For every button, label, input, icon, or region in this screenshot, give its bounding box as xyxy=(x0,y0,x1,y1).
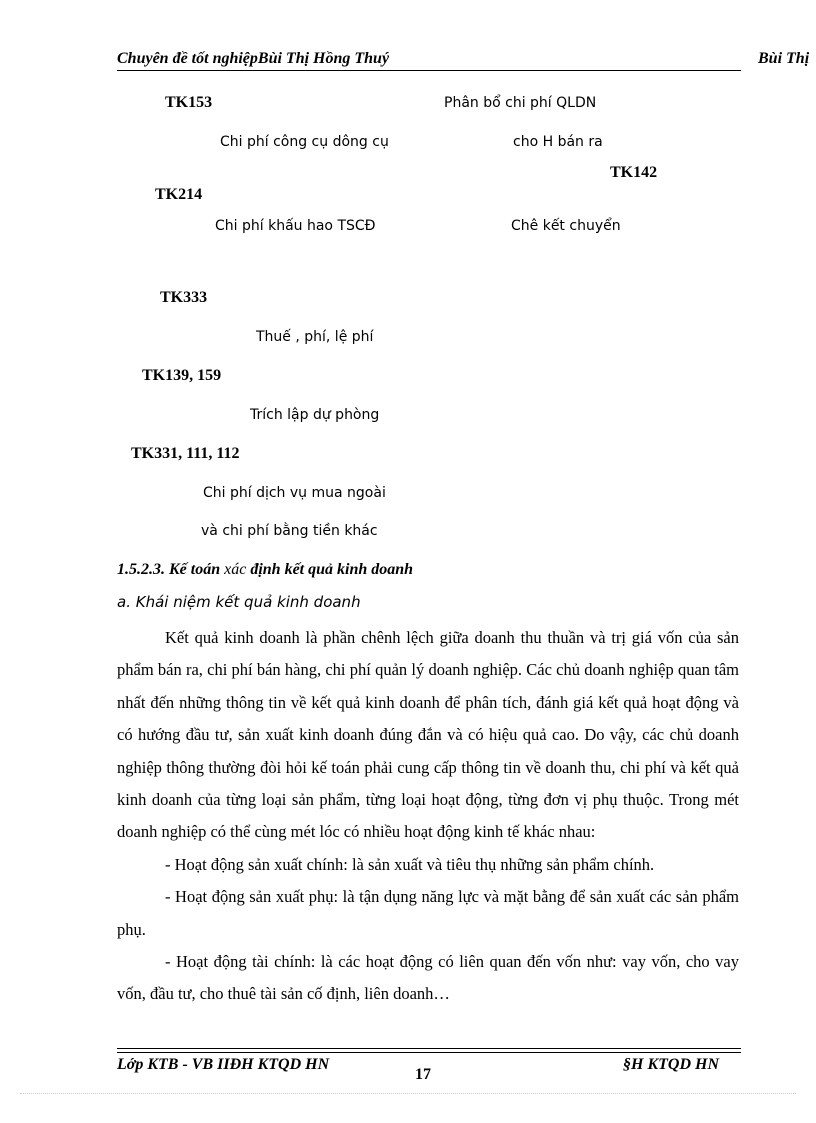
section-heading xyxy=(117,561,413,579)
header-right-title: Bùi Thị xyxy=(758,50,810,67)
account-tk331-111-112: TK331, 111, 112 xyxy=(131,445,240,462)
section-heading-number: 1.5.2.3. Kế toán xyxy=(117,561,221,578)
desc-other-cash-costs: và chi phí bằng tiền khác xyxy=(201,523,378,539)
page-bottom-divider xyxy=(20,1093,796,1094)
right-label-allocation: Phân bổ chi phí QLDN xyxy=(444,95,597,111)
desc-taxes-fees: Thuế , phí, lệ phí xyxy=(256,329,374,345)
account-tk139-159: TK139, 159 xyxy=(142,367,222,384)
footer-school-label: §H KTQD HN xyxy=(623,1056,719,1073)
header-left-title: Chuyên đề tốt nghiệpBùi Thị Hồng Thuý xyxy=(117,50,390,67)
page-number: 17 xyxy=(415,1066,431,1083)
sub-heading: a. Khái niệm kết quả kinh doanh xyxy=(117,593,361,611)
paragraph-definition: Kết quả kinh doanh là phần chênh lệch giữa doanh thu thuần và trị giá vốn của sản phẩm bán ra, chi phí bán hàng, chi phí quản lý doanh nghiệp. Các chủ doanh nghiệp quan tâm nhất đến những thông tin về kết quả kinh doanh để phân tích, đánh giá kết quả hoạt động và có hướng đầu tư, sản xuất kinh doanh đúng đắn và có hiệu quả cao. Do vậy, các chủ doanh nghiệp thông thường đòi hỏi kế toán phải cung cấp thông tin về doanh thu, chi phí và kết quả kinh doanh của từng loại sản phẩm, từng loại hoạt động, từng đơn vị phụ thuộc. Trong mét doanh nghiệp có thể cùng mét lóc có nhiều hoạt động kinh tế khác nhau: xyxy=(117,628,739,842)
desc-outsourced-services: Chi phí dịch vụ mua ngoài xyxy=(203,485,386,501)
right-label-pending-transfer: Chê kết chuyển xyxy=(511,218,621,234)
paragraph-secondary-activity: - Hoạt động sản xuất phụ: là tận dụng năng lực và mặt bằng để sản xuất các sản phẩm phụ. xyxy=(117,887,739,939)
section-heading-title: định kết quả kinh doanh xyxy=(250,561,414,578)
body-text xyxy=(117,622,739,1011)
account-tk333: TK333 xyxy=(160,289,208,306)
desc-provisions: Trích lập dự phòng xyxy=(250,407,380,423)
desc-tools-cost: Chi phí công cụ dông cụ xyxy=(220,134,389,150)
section-heading-middle: xác xyxy=(224,561,247,578)
account-tk153: TK153 xyxy=(165,94,213,111)
footer-rule-top xyxy=(117,1048,741,1049)
account-tk142: TK142 xyxy=(610,164,658,181)
paragraph-financial-activity: - Hoạt động tài chính: là các hoạt động có liên quan đến vốn như: vay vốn, cho vay vốn, đầu tư, cho thuê tài sản cố định, liên doanh… xyxy=(117,952,739,1004)
footer-rule-bottom xyxy=(117,1052,741,1053)
right-label-goods-sold: cho H bán ra xyxy=(513,134,603,150)
desc-depreciation: Chi phí khấu hao TSCĐ xyxy=(215,218,376,234)
footer-class-label: Lớp KTB - VB IIĐH KTQD HN xyxy=(117,1056,330,1073)
account-tk214: TK214 xyxy=(155,186,203,203)
paragraph-main-activity: - Hoạt động sản xuất chính: là sản xuất và tiêu thụ những sản phẩm chính. xyxy=(165,854,655,874)
header-rule xyxy=(117,70,741,71)
